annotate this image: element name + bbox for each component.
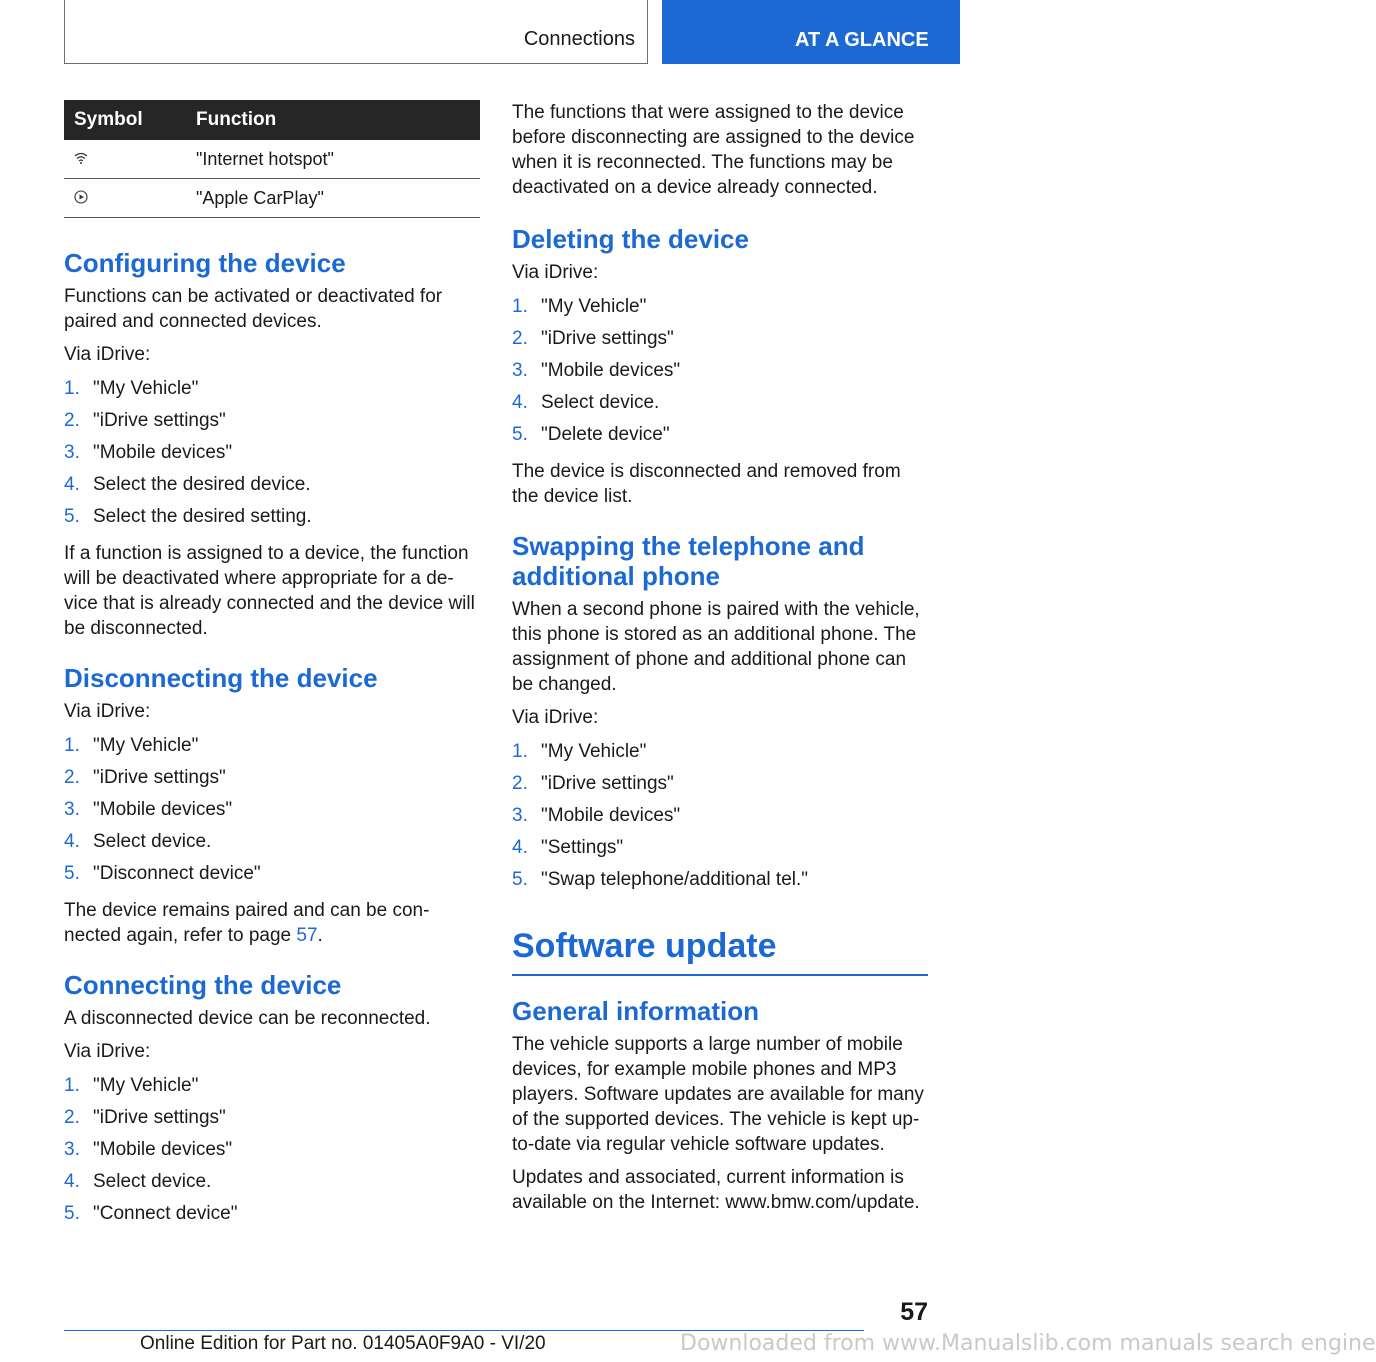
general-information-heading: General information	[512, 996, 760, 1026]
connecting-via: Via iDrive:	[64, 1041, 151, 1062]
table-row	[64, 140, 480, 179]
list-item: 5. "Disconnect device"	[64, 863, 261, 884]
general-information-paragraph-1: The vehicle supports a large number of mobile devices, for example mobile phones and MP3 players. Software updates are available for many of the supported devices. The vehicle is kept upto-date via regular vehicle software updates.	[512, 1034, 924, 1155]
list-item: 3. "Mobile devices"	[512, 805, 681, 826]
list-item: 3. "Mobile devices"	[64, 1139, 233, 1160]
function-cell: "Internet hotspot"	[196, 140, 480, 179]
connecting-intro: A disconnected device can be reconnected.	[64, 1008, 431, 1029]
deleting-note: The device is disconnected and removed from the device list.	[512, 461, 901, 507]
symbol-table	[64, 100, 480, 218]
disconnecting-via: Via iDrive:	[64, 701, 151, 722]
connecting-heading: Connecting the device	[64, 970, 342, 1000]
disconnecting-steps	[64, 732, 480, 892]
deleting-via: Via iDrive:	[512, 262, 599, 283]
list-item: 4. Select device.	[512, 392, 660, 413]
disconnecting-note: The device remains paired and can be connected again, refer to page 57.	[64, 900, 430, 946]
list-item: 2. "iDrive settings"	[64, 767, 226, 788]
configuring-heading: Configuring the device	[64, 248, 346, 278]
list-item: 1. "My Vehicle"	[64, 735, 199, 756]
symbol-cell	[64, 140, 196, 179]
table-header-row	[64, 100, 480, 140]
left-column	[64, 100, 480, 1238]
function-cell: "Apple CarPlay"	[196, 179, 480, 218]
symbol-cell	[64, 179, 196, 218]
function-column-header: Function	[196, 100, 480, 140]
configuring-note: If a function is assigned to a device, the function will be deactivated where appropriate for a device that is already connected and the device will be disconnected.	[64, 543, 475, 639]
watermark: Downloaded from www.Manualslib.com manuals search engine	[680, 1331, 1376, 1356]
carplay-play-icon	[74, 190, 88, 204]
list-item: 5. "Swap telephone/additional tel."	[512, 869, 809, 890]
header-section-title: Connections	[523, 28, 635, 50]
table-row	[64, 179, 480, 218]
list-item: 4. Select the desired device.	[64, 474, 311, 495]
swapping-intro: When a second phone is paired with the vehicle, this phone is stored as an additional phone. The assignment of phone and additional phone can be changed.	[512, 599, 920, 695]
general-information-paragraph-2: Updates and associated, current information is available on the Internet: www.bmw.com/update.	[512, 1167, 920, 1213]
list-item: 3. "Mobile devices"	[512, 360, 681, 381]
list-item: 1. "My Vehicle"	[64, 378, 199, 399]
wifi-hotspot-icon	[74, 151, 88, 165]
configuring-via: Via iDrive:	[64, 344, 151, 365]
list-item: 1. "My Vehicle"	[512, 741, 647, 762]
configuring-intro: Functions can be activated or deactivated for paired and connected devices.	[64, 286, 443, 332]
list-item: 2. "iDrive settings"	[64, 410, 226, 431]
list-item: 4. Select device.	[64, 1171, 212, 1192]
list-item: 3. "Mobile devices"	[64, 799, 233, 820]
edition-footer: Online Edition for Part no. 01405A0F9A0 - VI/20	[140, 1333, 546, 1354]
list-item: 1. "My Vehicle"	[64, 1075, 199, 1096]
page-reference-link[interactable]: 57	[296, 925, 318, 946]
chapter-tab[interactable]: AT A GLANCE	[662, 0, 960, 64]
disconnecting-heading: Disconnecting the device	[64, 663, 378, 693]
list-item: 2. "iDrive settings"	[512, 328, 674, 349]
list-item: 4. Select device.	[64, 831, 212, 852]
connecting-steps	[64, 1072, 480, 1232]
list-item: 5. Select the desired setting.	[64, 506, 312, 527]
list-item: 2. "iDrive settings"	[512, 773, 674, 794]
right-column	[512, 100, 928, 1223]
list-item: 2. "iDrive settings"	[64, 1107, 226, 1128]
list-item: 1. "My Vehicle"	[512, 296, 647, 317]
deleting-heading: Deleting the device	[512, 224, 749, 254]
symbol-column-header: Symbol	[64, 100, 196, 140]
swapping-via: Via iDrive:	[512, 707, 599, 728]
reconnect-paragraph: The functions that were assigned to the device before disconnecting are assigned to the device when it is reconnected. The functions may be deactivated on a device already connected.	[512, 102, 915, 198]
list-item: 3. "Mobile devices"	[64, 442, 233, 463]
list-item: 5. "Connect device"	[64, 1203, 238, 1224]
page-number: 57	[900, 1298, 928, 1326]
swapping-steps	[512, 738, 928, 898]
deleting-steps	[512, 293, 928, 453]
software-update-heading: Software update	[512, 926, 928, 976]
list-item: 5. "Delete device"	[512, 424, 670, 445]
swapping-heading: Swapping the telephone and additional phone	[512, 531, 865, 591]
configuring-steps	[64, 375, 480, 535]
list-item: 4. "Settings"	[512, 837, 624, 858]
